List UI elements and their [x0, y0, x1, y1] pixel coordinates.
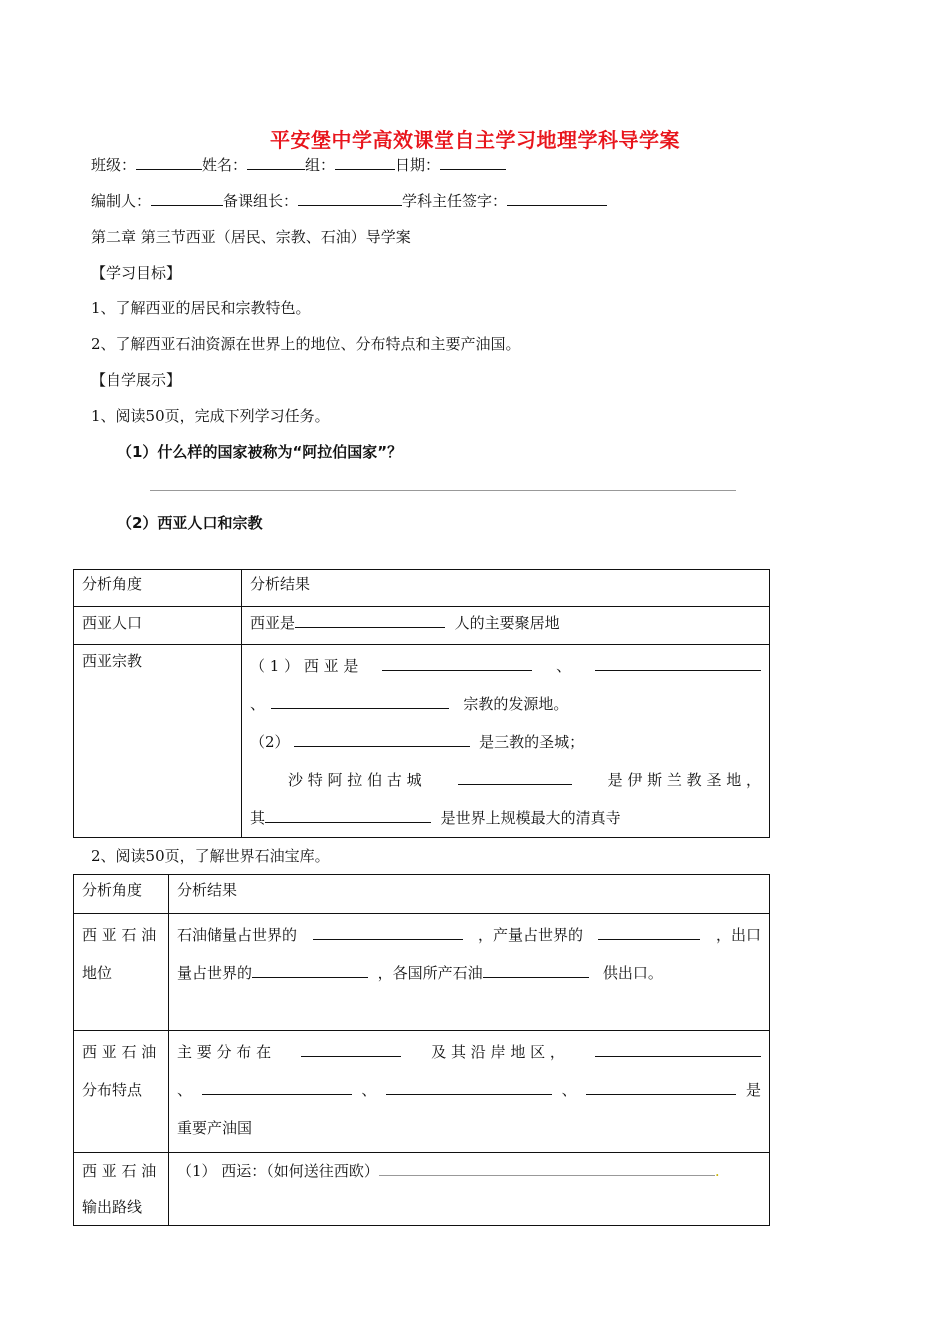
page-title: 平安堡中学高效课堂自主学习地理学科导学案 — [270, 128, 680, 152]
religion-line-2 — [250, 685, 761, 723]
mecca-pre: 沙 特 阿 拉 伯 古 城 — [288, 771, 422, 789]
production-pre: ，产量占世界的 — [477, 926, 583, 944]
route-dot: . — [714, 1162, 720, 1180]
director-field[interactable] — [507, 191, 607, 206]
group-label: 组： — [305, 156, 336, 174]
mosque-blank[interactable] — [265, 808, 431, 823]
religion-blank-2[interactable] — [595, 656, 761, 671]
table2-header-angle: 分析角度 — [74, 875, 169, 914]
oil-route-label-1: 西 亚 石 油 — [82, 1162, 157, 1180]
population-pre: 西亚是 — [250, 614, 296, 632]
editor-label: 编制人： — [91, 192, 152, 210]
oil-route-label-2: 输出路线 — [82, 1198, 143, 1216]
population-religion-table — [73, 569, 770, 838]
table1-header-result: 分析结果 — [242, 570, 770, 607]
row-oil-status — [74, 914, 169, 1031]
info-row-1 — [91, 154, 506, 175]
row-population: 西亚人口 — [74, 607, 242, 645]
comma-3: 、 — [177, 1081, 193, 1099]
holy-city-pre: （2） — [250, 733, 290, 751]
oil-dist-line-2 — [177, 1071, 761, 1109]
oil-dist-line-1 — [177, 1033, 761, 1071]
comma-1: 、 — [556, 657, 572, 675]
goals-heading: 【学习目标】 — [91, 264, 182, 282]
religion-line-4 — [250, 761, 761, 799]
religion-line-5 — [250, 799, 761, 837]
religion-blank-1[interactable] — [382, 656, 532, 671]
reserves-pre: 石油储量占世界的 — [177, 926, 298, 944]
export-label: 量占世界的 — [177, 964, 253, 982]
chapter-title: 第二章 第三节西亚（居民、宗教、石油）导学案 — [91, 228, 411, 246]
goal-item-2: 2、了解西亚石油资源在世界上的地位、分布特点和主要产油国。 — [91, 335, 521, 353]
comma-4: 、 — [361, 1081, 377, 1099]
country-blank-3[interactable] — [386, 1080, 552, 1095]
export-blank[interactable] — [252, 963, 368, 978]
oil-dist-label-2: 分布特点 — [82, 1081, 143, 1099]
name-label: 姓名： — [202, 156, 248, 174]
religion-blank-3[interactable] — [271, 694, 449, 709]
answer-line[interactable] — [150, 490, 736, 491]
comma-2: 、 — [250, 695, 266, 713]
dist-tail: 重要产油国 — [177, 1119, 253, 1137]
question-2: （2）西亚人口和宗教 — [117, 514, 263, 532]
population-blank[interactable] — [295, 613, 445, 628]
religion-end: 宗教的发源地。 — [463, 695, 569, 713]
population-post: 人的主要聚居地 — [454, 614, 560, 632]
population-cell — [242, 607, 770, 645]
route-west-blank[interactable] — [379, 1161, 715, 1176]
mosque-post: 是世界上规模最大的清真寺 — [440, 809, 621, 827]
country-blank-1[interactable] — [595, 1042, 761, 1057]
oil-status-label-2: 地位 — [82, 964, 113, 982]
production-blank[interactable] — [598, 925, 700, 940]
oil-table — [73, 874, 770, 1226]
mecca-blank[interactable] — [458, 770, 572, 785]
row-oil-routes — [74, 1153, 169, 1226]
self-study-heading: 【自学展示】 — [91, 371, 182, 389]
oil-routes-cell — [169, 1153, 770, 1226]
oil-status-line-2 — [177, 954, 761, 992]
country-blank-2[interactable] — [202, 1080, 352, 1095]
class-field[interactable] — [136, 155, 202, 170]
goal-item-1: 1、了解西亚的居民和宗教特色。 — [91, 299, 311, 317]
export-pre: ，出口 — [715, 926, 761, 944]
religion-line-3 — [250, 723, 761, 761]
task-1: 1、阅读50页，完成下列学习任务。 — [91, 407, 330, 425]
editor-field[interactable] — [151, 191, 223, 206]
class-label: 班级： — [91, 156, 137, 174]
oil-status-label-1: 西 亚 石 油 — [82, 926, 157, 944]
reserves-blank[interactable] — [313, 925, 463, 940]
oil-distribution-cell — [169, 1031, 770, 1153]
mosque-pre: 其 — [250, 809, 266, 827]
comma-5: 、 — [561, 1081, 577, 1099]
task-2: 2、阅读50页，了解世界石油宝库。 — [91, 847, 330, 865]
leader-field[interactable] — [298, 191, 402, 206]
name-field[interactable] — [247, 155, 305, 170]
group-field[interactable] — [335, 155, 395, 170]
row-religion: 西亚宗教 — [74, 645, 242, 838]
route-west-label: （1） 西运：（如何送往西欧） — [177, 1162, 379, 1180]
leader-label: 备课组长： — [223, 192, 299, 210]
holy-city-post: 是三教的圣城； — [479, 733, 585, 751]
dist-pre: 主 要 分 布 在 — [177, 1043, 272, 1061]
dist-end: 是 — [745, 1081, 761, 1099]
oil-dist-label-1: 西 亚 石 油 — [82, 1043, 157, 1061]
oil-status-cell — [169, 914, 770, 1031]
religion-cell — [242, 645, 770, 838]
info-row-2 — [91, 190, 607, 211]
religion-line-1 — [250, 647, 761, 685]
table1-header-angle: 分析角度 — [74, 570, 242, 607]
country-blank-4[interactable] — [586, 1080, 736, 1095]
supply-pre: ，各国所产石油 — [377, 964, 483, 982]
table2-header-result: 分析结果 — [169, 875, 770, 914]
supply-blank[interactable] — [483, 963, 589, 978]
question-1: （1）什么样的国家被称为“阿拉伯国家”？ — [117, 443, 403, 461]
dist-mid: 及 其 沿 岸 地 区 ， — [431, 1043, 565, 1061]
holy-city-blank[interactable] — [294, 732, 470, 747]
date-label: 日期： — [395, 156, 441, 174]
oil-status-line-1 — [177, 916, 761, 954]
gulf-blank[interactable] — [301, 1042, 401, 1057]
religion-pre: （ 1 ） 西 亚 是 — [250, 657, 359, 675]
row-oil-distribution — [74, 1031, 169, 1153]
mecca-post: 是 伊 斯 兰 教 圣 地 ， — [607, 771, 761, 789]
director-label: 学科主任签字： — [402, 192, 508, 210]
date-field[interactable] — [440, 155, 506, 170]
supply-post: 供出口。 — [602, 964, 663, 982]
